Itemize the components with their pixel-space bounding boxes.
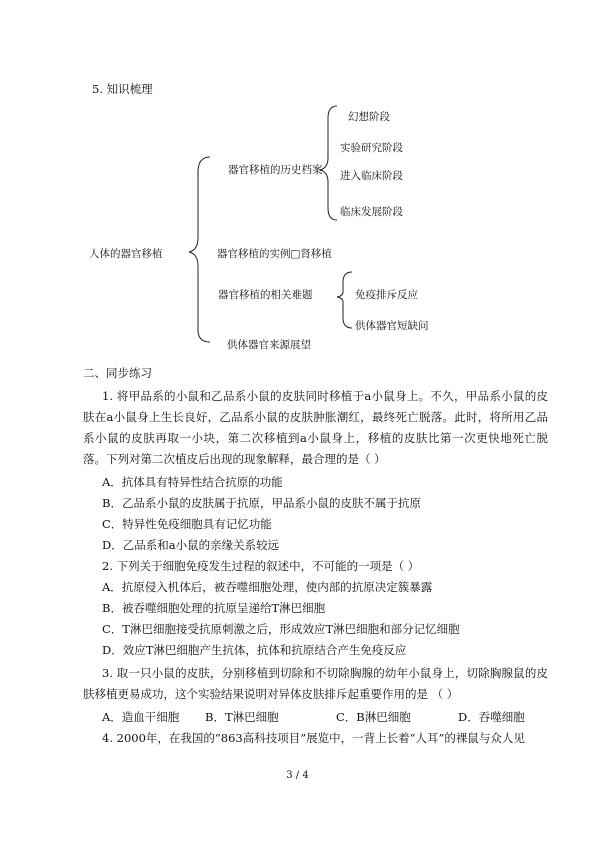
tree-root: 人体的器官移植 (89, 248, 163, 260)
branch-history-label: 器官移植的历史档案 (228, 164, 323, 176)
problems-item: 供体器官短缺问 (355, 320, 429, 332)
q3-option-c: C．B淋巴细胞 (336, 710, 411, 724)
q2-option-b: B．被吞噬细胞处理的抗原呈递给T淋巴细胞 (102, 601, 326, 615)
branch-problems-label: 器官移植的相关难题 (218, 289, 313, 301)
history-item: 临床发展阶段 (340, 206, 403, 218)
history-item: 幻想阶段 (348, 111, 390, 123)
q1-option-b: B．乙品系小鼠的皮肤属于抗原，甲品系小鼠的皮肤不属于抗原 (102, 496, 421, 510)
question-3: 3. 取一只小鼠的皮肤，分别移植到切除和不切除胸腺的幼年小鼠身上，切除胸腺鼠的皮肤移植更易成功，这个实验结果说明对异体皮肤排斥起重要作用的是 （ ） (83, 666, 548, 701)
history-item: 实验研究阶段 (340, 142, 403, 154)
q3-option-d: D．吞噬细胞 (458, 710, 525, 724)
root-brace (189, 157, 210, 342)
branch-example: 器官移植的实例□肾移植 (217, 248, 332, 260)
question-2: 2. 下列关于细胞免疫发生过程的叙述中，不可能的一项是（ ） (102, 559, 420, 573)
history-brace (320, 106, 337, 220)
problems-brace (337, 272, 352, 328)
tree-brackets (0, 0, 595, 360)
page-number: 3 / 4 (286, 770, 309, 781)
question-1: 1. 将甲品系的小鼠和乙品系小鼠的皮肤同时移植于a小鼠身上。不久，甲品系小鼠的皮肤在a小鼠身上生长良好，乙品系小鼠的皮肤肿胀潮红，最终死亡脱落。此时，将所用乙品系小鼠的皮肤再取一小块，第二次移植到a小鼠身上，移植的皮肤比第一次更快地死亡脱落。下列对第二次植皮后出现的现象解释，最合理的是（ ） (83, 389, 548, 466)
section-title: 5. 知识梳理 (92, 82, 153, 96)
q2-option-c: C．T淋巴细胞接受抗原刺激之后，形成效应T淋巴细胞和部分记忆细胞 (102, 622, 460, 636)
q3-option-b: B．T淋巴细胞 (205, 710, 279, 724)
branch-outlook: 供体器官来源展望 (227, 339, 311, 351)
history-item: 进入临床阶段 (340, 170, 403, 182)
problems-item: 免疫排斥反应 (355, 289, 418, 301)
q1-option-c: C．特异性免疫细胞具有记忆功能 (102, 517, 272, 531)
q1-option-a: A．抗体具有特异性结合抗原的功能 (102, 475, 283, 489)
question-4: 4. 2000年，在我国的“863高科技项目”展览中，一背上长着“人耳”的裸鼠与众人见 (102, 731, 525, 745)
exercise-title: 二、同步练习 (83, 366, 152, 380)
q1-option-d: D．乙品系和a小鼠的亲缘关系较远 (102, 538, 280, 552)
q3-option-a: A．造血干细胞 (102, 710, 180, 724)
q2-option-d: D．效应T淋巴细胞产生抗体，抗体和抗原结合产生免疫反应 (102, 643, 407, 657)
q2-option-a: A．抗原侵入机体后，被吞噬细胞处理，使内部的抗原决定簇暴露 (102, 580, 433, 594)
